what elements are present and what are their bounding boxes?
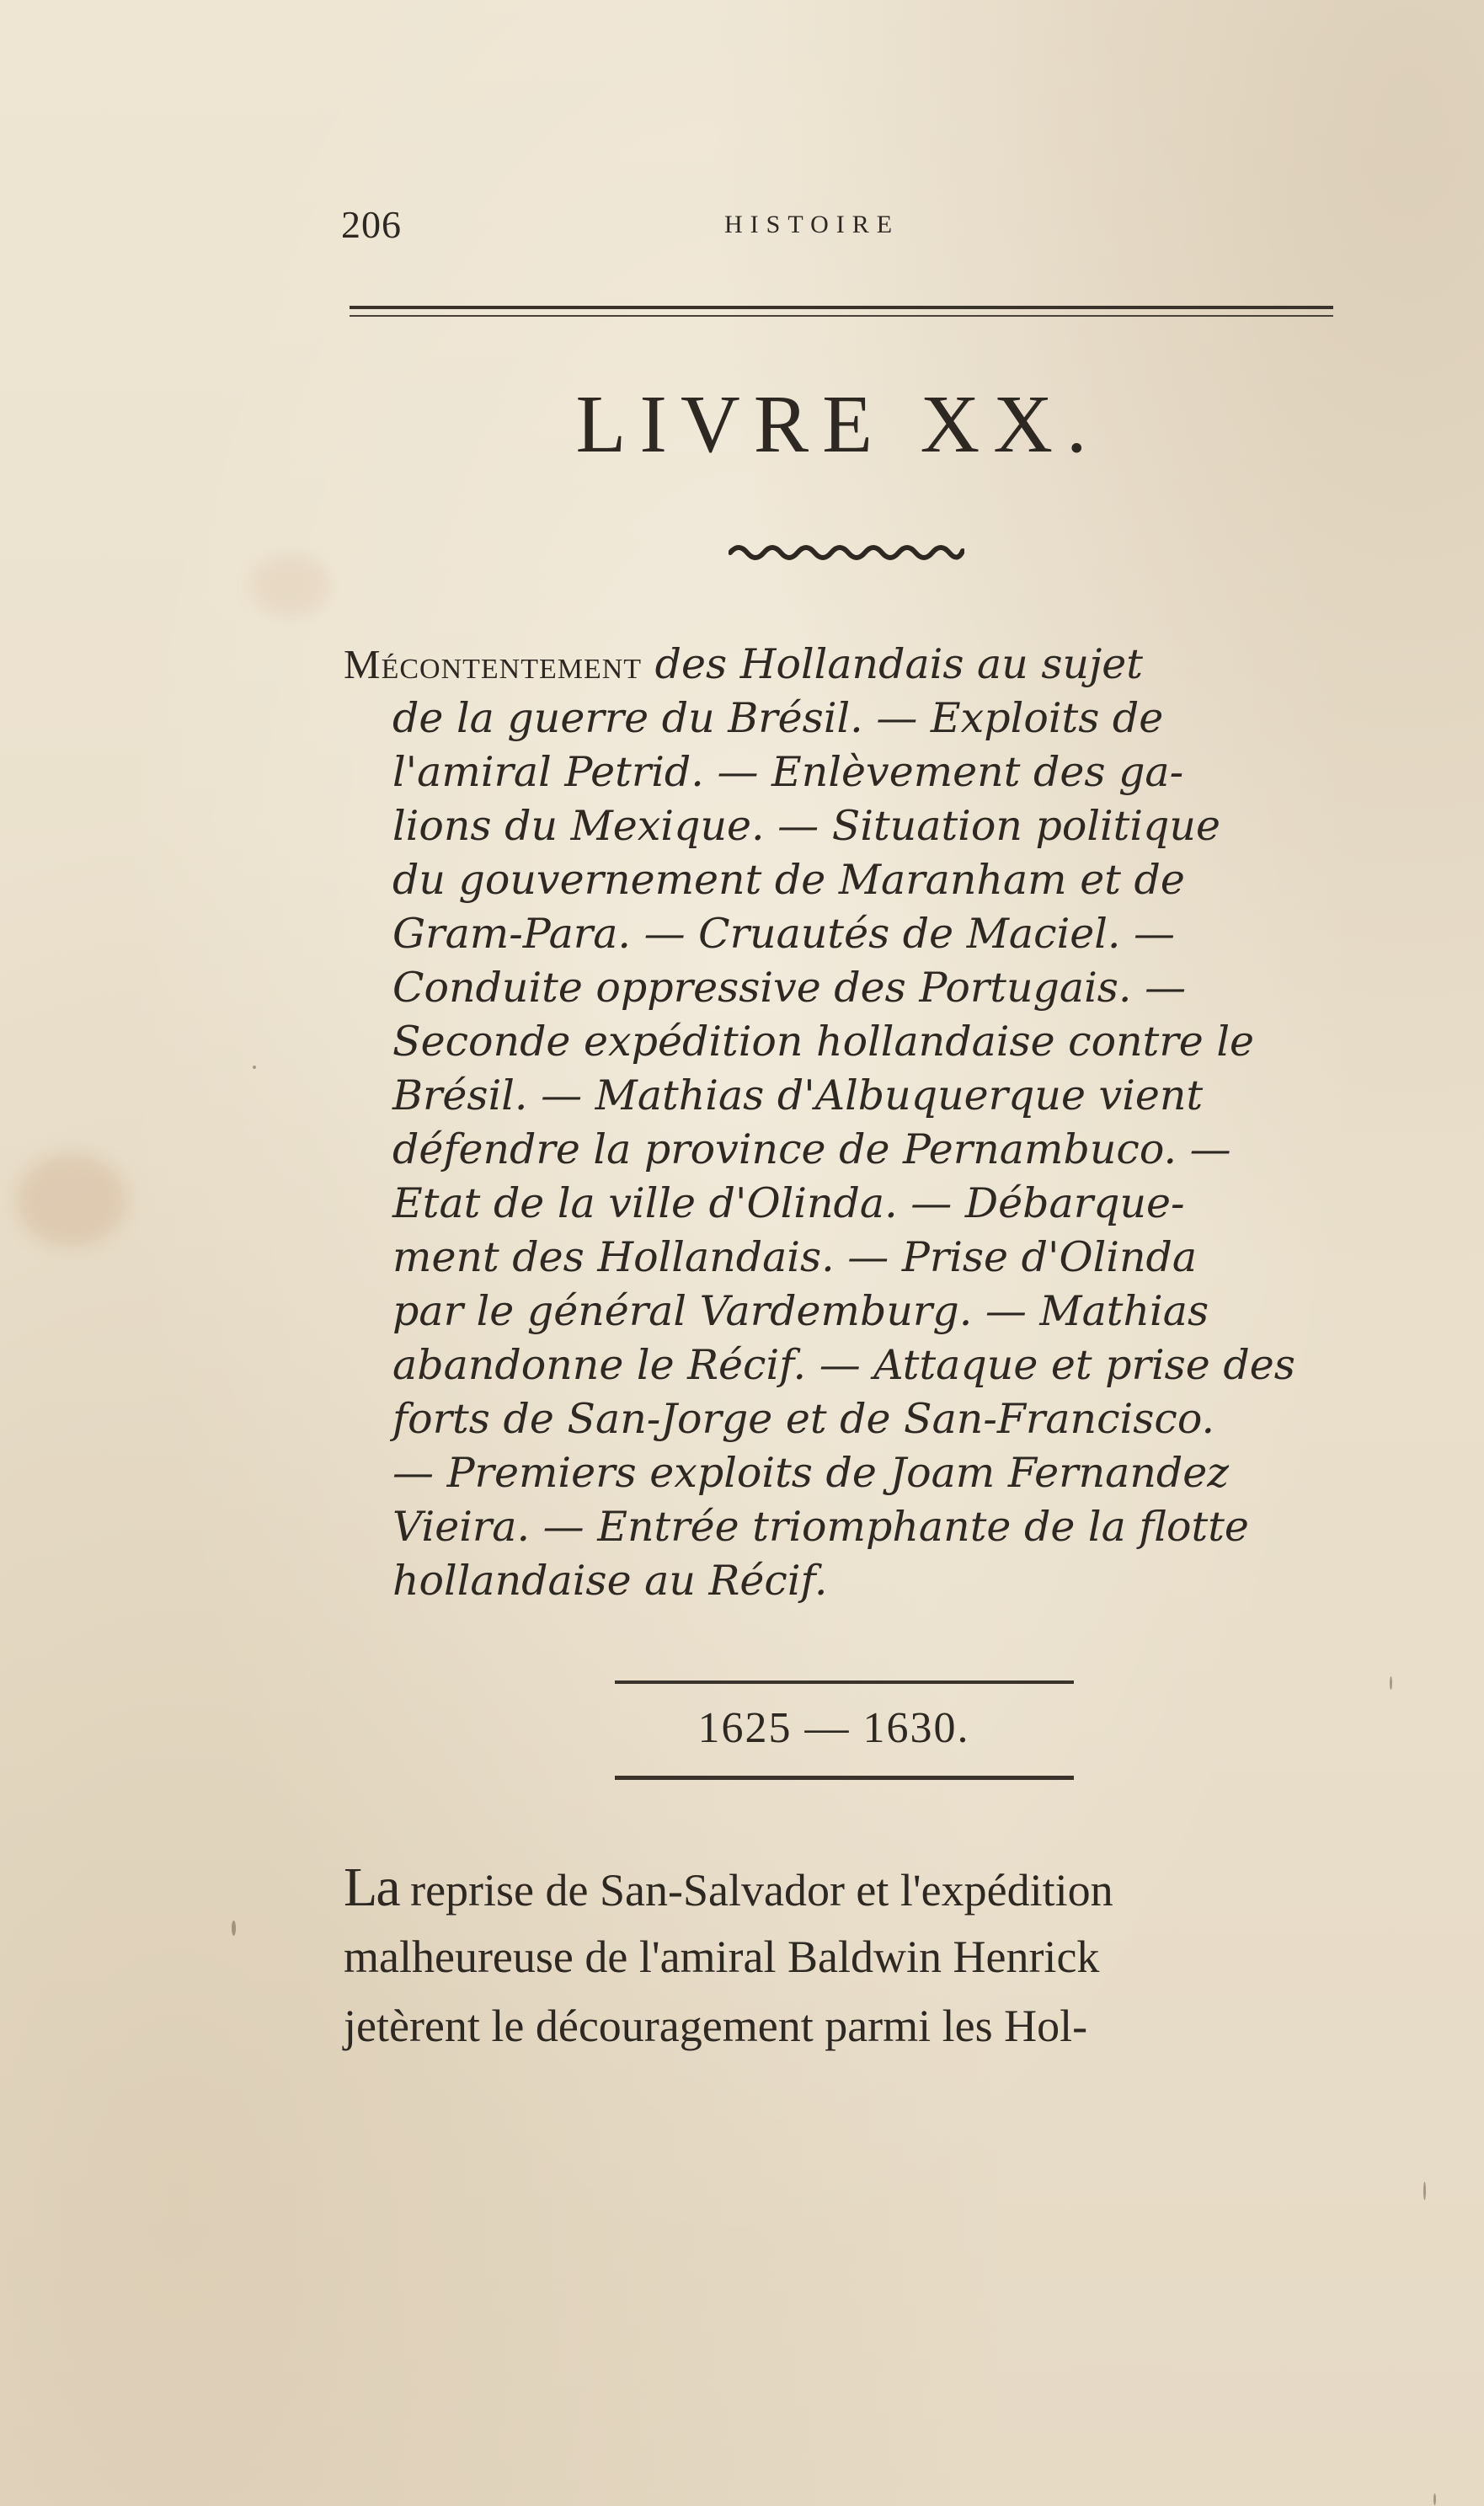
chapter-summary bbox=[344, 638, 1337, 1608]
summary-line: forts de San-Jorge et de San-Francisco. bbox=[392, 1395, 1215, 1443]
summary-line: de la guerre du Brésil. — Exploits de bbox=[392, 694, 1164, 742]
summary-line: abandonne le Récif. — Attaque et prise des bbox=[392, 1341, 1295, 1389]
summary-line: l'amiral Petrid. — Enlèvement des ga- bbox=[392, 748, 1184, 796]
chapter-title: LIVRE XX. bbox=[575, 379, 1101, 470]
date-range: 1625 — 1630. bbox=[697, 1704, 970, 1752]
wavy-ornament bbox=[729, 541, 964, 563]
summary-line: hollandaise au Récif. bbox=[392, 1557, 828, 1605]
dropcap: La bbox=[344, 1857, 399, 1918]
paper-speck bbox=[253, 1066, 256, 1069]
summary-line: du gouvernement de Maranham et de bbox=[392, 856, 1185, 904]
body-line: jetèrent le découragement parmi les Hol- bbox=[344, 2001, 1088, 2051]
paper-speck bbox=[232, 1921, 236, 1936]
summary-line: Seconde expédition hollandaise contre le bbox=[392, 1018, 1255, 1066]
summary-line: défendre la province de Pernambuco. — bbox=[392, 1125, 1231, 1173]
paper-speck bbox=[1433, 2493, 1436, 2505]
paper-speck bbox=[1390, 1676, 1392, 1690]
summary-lead-word: Mécontentement bbox=[344, 641, 643, 687]
body-line: malheureuse de l'amiral Baldwin Henrick bbox=[344, 1932, 1100, 1982]
summary-line: lions du Mexique. — Situation politique bbox=[392, 802, 1220, 850]
summary-line: — Premiers exploits de Joam Fernandez bbox=[392, 1449, 1230, 1497]
page-number: 206 bbox=[341, 203, 402, 246]
dates-rule-top bbox=[615, 1680, 1074, 1684]
summary-line: Gram-Para. — Cruautés de Maciel. — bbox=[392, 910, 1176, 958]
body-line bbox=[344, 1853, 1350, 1922]
summary-line-text: des Hollandais au sujet bbox=[642, 640, 1143, 688]
summary-line: Conduite oppressive des Portugais. — bbox=[392, 964, 1187, 1012]
summary-line: Etat de la ville d'Olinda. — Débarque- bbox=[392, 1179, 1185, 1227]
summary-line bbox=[344, 638, 1337, 692]
summary-line: ment des Hollandais. — Prise d'Olinda bbox=[392, 1233, 1198, 1281]
page-stain bbox=[253, 556, 328, 615]
dates-rule-bottom bbox=[615, 1776, 1074, 1780]
body-paragraph bbox=[344, 1853, 1350, 2060]
paper-speck bbox=[1423, 2182, 1426, 2200]
body-line-text: reprise de San-Salvador et l'expédition bbox=[398, 1865, 1113, 1916]
summary-line: Vieira. — Entrée triomphante de la flotte bbox=[392, 1503, 1249, 1551]
summary-line: Brésil. — Mathias d'Albuquerque vient bbox=[392, 1071, 1204, 1119]
running-head: HISTOIRE bbox=[724, 211, 900, 238]
header-double-rule bbox=[350, 306, 1333, 317]
page-header bbox=[341, 202, 1335, 253]
summary-line: par le général Vardemburg. — Mathias bbox=[392, 1287, 1209, 1335]
page-stain bbox=[17, 1154, 126, 1247]
